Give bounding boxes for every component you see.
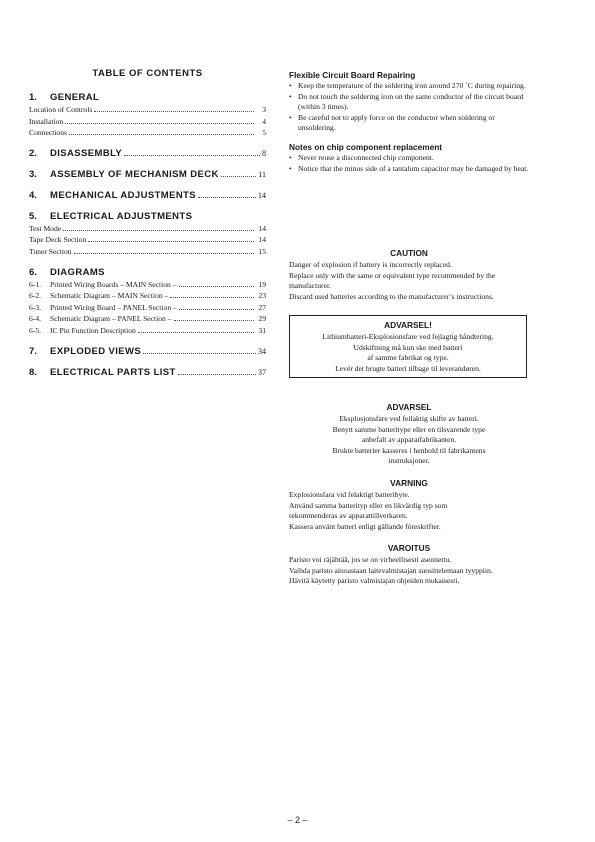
section-number: 6. <box>29 266 37 278</box>
section-number: 1. <box>29 92 37 103</box>
entry-page: 4 <box>262 116 266 126</box>
advarsel-norwegian-line: Brukte batterier kasseres i henhold til fabrikantens <box>332 445 486 455</box>
entry-page: 5 <box>262 128 266 138</box>
entry-label: Installation <box>29 116 64 126</box>
dot-leader <box>143 353 256 354</box>
list-item: • Do not touch the soldering iron on the same conductor of the circuit board (within 3 times). <box>289 92 529 113</box>
entry-page: 23 <box>258 291 266 301</box>
dot-leader <box>170 297 254 298</box>
entry-page: 29 <box>258 314 266 324</box>
section-page: 14 <box>258 190 266 200</box>
entry-label: Connections <box>29 128 67 138</box>
entry-label: Schematic Diagram – PANEL Section – <box>50 314 172 324</box>
section-label: EXPLODED VIEWS <box>50 345 142 357</box>
list-item: • Never reuse a disconnected chip component. <box>289 153 529 164</box>
section-number: 2. <box>29 147 37 159</box>
advarsel-danish-line: af samme fabrikat og type. <box>367 353 449 363</box>
toc-entry[interactable] <box>29 325 266 337</box>
section-label: DISASSEMBLY <box>50 147 123 159</box>
dot-leader <box>198 197 256 198</box>
entry-page: 15 <box>258 246 266 256</box>
section-label: MECHANICAL ADJUSTMENTS <box>50 189 197 201</box>
toc-section-heading[interactable] <box>29 190 266 202</box>
chip-notes-heading: Notes on chip component replacement <box>289 141 443 152</box>
advarsel-norwegian-heading: ADVARSEL <box>386 402 432 412</box>
entry-page: 3 <box>262 105 266 114</box>
section-number: 4. <box>29 189 37 201</box>
advarsel-danish-heading: ADVARSEL! <box>384 320 432 330</box>
toc-section-exploded <box>29 346 266 358</box>
caution-line: Discard used batteries according to the manufacturer’s instructions. <box>289 291 494 301</box>
toc-entry[interactable] <box>29 234 266 246</box>
flex-board-heading: Flexible Circuit Board Repairing <box>289 70 416 80</box>
section-page: 11 <box>258 169 266 179</box>
entry-label: Test Mode <box>29 223 62 233</box>
toc-entry[interactable] <box>29 279 266 291</box>
toc-section-heading[interactable] <box>29 211 266 223</box>
advarsel-danish-line: Levér det brugte batteri tilbage til leverandøren. <box>335 363 481 373</box>
list-item: • Notice that the minus side of a tantalum capacitor may be damaged by heat. <box>289 164 529 175</box>
toc-section-diagrams <box>29 267 266 337</box>
toc-entry[interactable] <box>29 246 266 258</box>
toc-section-heading[interactable] <box>29 169 266 181</box>
entry-label: Printed Wiring Boards – MAIN Section – <box>50 279 177 289</box>
entry-number: 6-3. <box>29 302 42 312</box>
dot-leader <box>221 176 257 177</box>
varoitus-line: Hävitä käytetty paristo valmistajan ohjeiden mukaisesti. <box>289 576 460 586</box>
toc-section-assembly <box>29 169 266 181</box>
section-page: 8 <box>262 148 266 158</box>
dot-leader <box>179 286 254 287</box>
dot-leader <box>124 155 260 156</box>
entry-page: 27 <box>258 302 266 312</box>
toc-entry[interactable] <box>29 313 266 325</box>
entry-label: IC Pin Function Description <box>50 325 136 335</box>
section-number: 3. <box>29 168 37 180</box>
section-label: ELECTRICAL ADJUSTMENTS <box>50 210 193 222</box>
flex-board-list <box>289 81 529 134</box>
caution-block <box>289 248 529 302</box>
toc-section-heading[interactable] <box>29 148 266 160</box>
list-item: • Keep the temperature of the soldering iron around 270 ˚C during repairing. <box>289 81 529 92</box>
list-item: • Be careful not to apply force on the conductor when soldering or unsoldering. <box>289 113 529 134</box>
advarsel-danish-line: Lithiumbatteri-Eksplosionsfare ved fejlagtig håndtering. <box>322 332 494 341</box>
page-number: – 2 – <box>287 815 308 825</box>
section-number: 5. <box>29 210 37 222</box>
advarsel-norwegian-line: Benytt samme batteritype eller en tilsvarende type <box>332 424 486 434</box>
entry-label: Tuner Section <box>29 246 72 256</box>
advarsel-danish-line: Udskiftning må kun ske med batteri <box>353 342 463 352</box>
section-label: GENERAL <box>50 92 100 103</box>
section-number: 8. <box>29 366 37 378</box>
entry-label: Location of Controls <box>29 105 93 114</box>
varning-line: rekommenderas av apparattillverkaren. <box>289 511 408 521</box>
section-label: ELECTRICAL PARTS LIST <box>50 366 176 378</box>
toc-section-mechanical <box>29 190 266 202</box>
entry-page: 14 <box>258 235 266 245</box>
varoitus-block <box>289 543 529 587</box>
toc-section-electrical <box>29 211 266 258</box>
varoitus-line: Vaihda paristo ainoastaan laitevalmistajan suosittelemaan tyyppiin. <box>289 565 493 575</box>
caution-line: Replace only with the same or equivalent type recommended by the manufacturer. <box>289 270 496 291</box>
varning-line: Kassera använt batteri enligt gällande föreskrifter. <box>289 521 441 531</box>
entry-page: 31 <box>258 325 266 335</box>
advarsel-norwegian-line: Eksplosjonsfare ved feilaktig skifte av batteri. <box>339 414 479 423</box>
dot-leader <box>65 123 254 124</box>
toc-entry[interactable] <box>29 290 266 302</box>
varoitus-heading: VAROITUS <box>387 543 431 553</box>
advarsel-norwegian-line: anbefalt av apparatfabrikanten. <box>361 435 457 445</box>
table-of-contents <box>29 68 266 388</box>
entry-number: 6-2. <box>29 291 42 301</box>
dot-leader <box>69 134 254 135</box>
toc-section-general <box>29 92 266 139</box>
entry-label: Tape Deck Section <box>29 235 87 245</box>
section-number: 7. <box>29 345 37 357</box>
entry-label: Schematic Diagram – MAIN Section – <box>50 291 169 301</box>
entry-number: 6-1. <box>29 279 42 289</box>
dot-leader <box>138 332 254 333</box>
toc-title: TABLE OF CONTENTS <box>92 68 203 79</box>
varning-line: Använd samma batterityp eller en likvärdig typ som <box>289 500 448 510</box>
toc-section-heading[interactable] <box>29 367 266 379</box>
advarsel-norwegian-block <box>289 402 529 467</box>
section-page: 37 <box>258 367 266 377</box>
varning-heading: VARNING <box>390 478 428 488</box>
varoitus-line: Paristo voi räjähtää, jos se on virheellisesti asennettu. <box>289 555 452 564</box>
section-page: 34 <box>258 346 266 356</box>
dot-leader <box>174 320 254 321</box>
caution-heading: CAUTION <box>390 248 428 258</box>
section-label: DIAGRAMS <box>50 266 105 278</box>
dot-leader <box>74 253 254 254</box>
toc-entry[interactable] <box>29 127 266 139</box>
chip-notes-list <box>289 153 529 174</box>
varning-block <box>289 478 529 532</box>
caution-line: Danger of explosion if battery is incorrectly replaced. <box>289 260 452 269</box>
dot-leader <box>179 309 254 310</box>
toc-section-parts-list <box>29 367 266 379</box>
varning-line: Explosionsfara vid felaktigt batteribyte. <box>289 490 410 499</box>
advarsel-danish-box <box>289 315 527 378</box>
entry-label: Printed Wiring Board – PANEL Section – <box>50 302 177 312</box>
entry-number: 6-5. <box>29 325 42 335</box>
dot-leader <box>94 111 254 112</box>
dot-leader <box>178 374 256 375</box>
toc-section-heading[interactable] <box>29 346 266 358</box>
toc-entry[interactable] <box>29 104 266 116</box>
toc-section-heading[interactable] <box>29 92 266 104</box>
dot-leader <box>88 241 254 242</box>
entry-page: 14 <box>258 223 266 233</box>
toc-entry[interactable] <box>29 116 266 128</box>
toc-entry[interactable] <box>29 223 266 235</box>
dot-leader <box>63 230 254 231</box>
toc-entry[interactable] <box>29 302 266 314</box>
entry-number: 6-4. <box>29 314 42 324</box>
toc-section-heading[interactable] <box>29 267 266 279</box>
section-label: ASSEMBLY OF MECHANISM DECK <box>50 168 219 180</box>
service-notes <box>289 70 529 182</box>
advarsel-norwegian-line: instruksjoner. <box>388 456 430 466</box>
entry-page: 19 <box>258 279 266 289</box>
toc-section-disassembly <box>29 148 266 160</box>
